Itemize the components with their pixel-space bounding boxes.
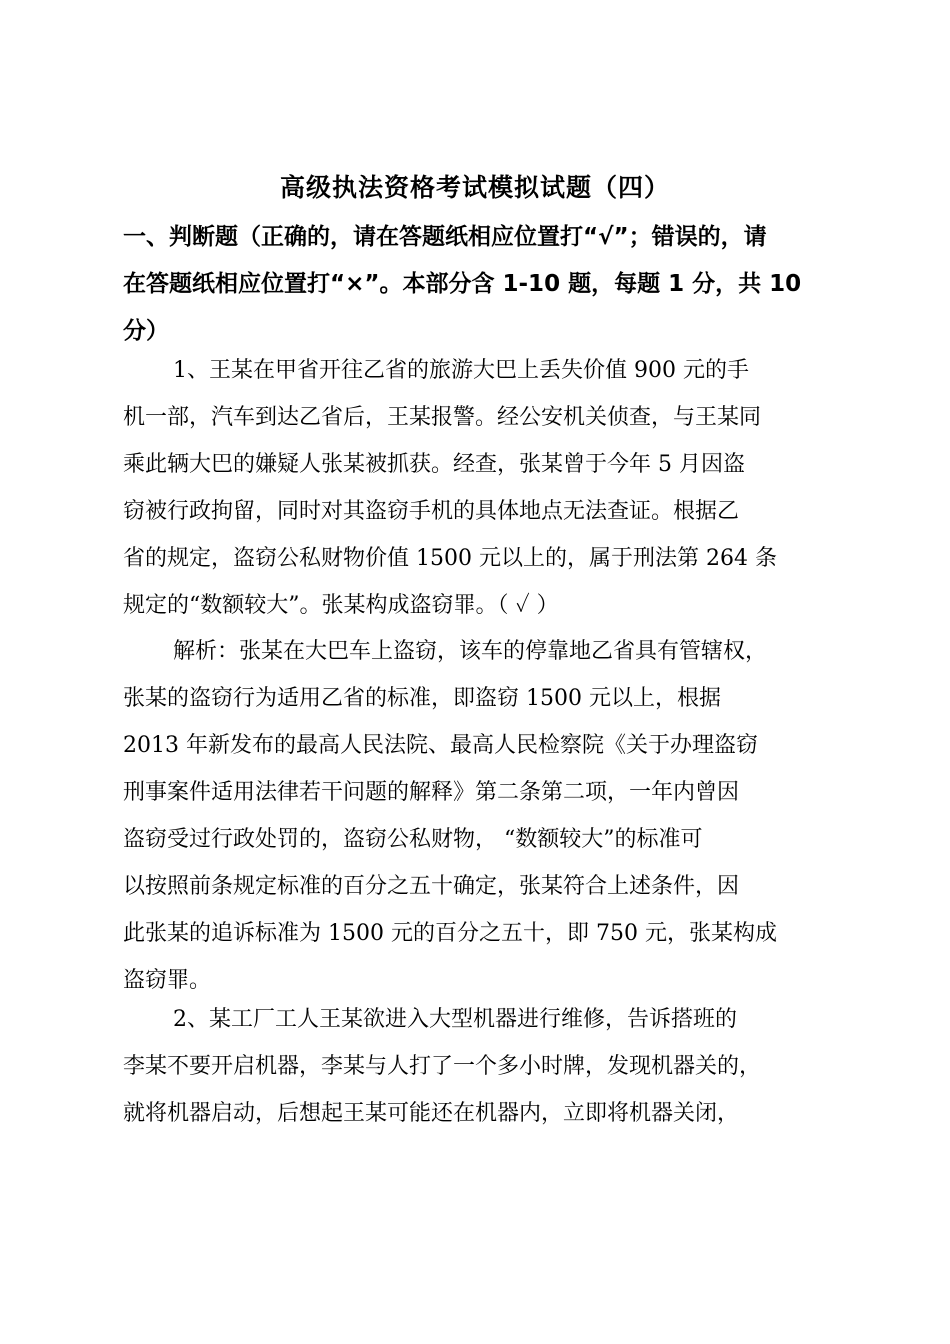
question-1-line: 窃被行政拘留，同时对其盗窃手机的具体地点无法查证。根据乙	[123, 499, 740, 524]
question-2-line: 就将机器启动，后想起王某可能还在机器内，立即将机器关闭，	[123, 1101, 740, 1126]
section-heading-line: 分）	[123, 318, 169, 344]
analysis-1-line: 盗窃罪。	[123, 968, 212, 993]
question-2	[123, 996, 835, 1137]
section-heading-line: 在答题纸相应位置打“×”。本部分含 1-10 题，每题 1 分，共 10	[123, 271, 802, 297]
question-1	[123, 347, 835, 629]
question-1-line: 规定的“数额较大”。张某构成盗窃罪。（ ✓ ）	[123, 593, 559, 618]
question-1-line: 1、王某在甲省开往乙省的旅游大巴上丢失价值 900 元的手	[173, 358, 749, 383]
section-heading-line: 一、判断题（正确的，请在答题纸相应位置打“√”；错误的，请	[123, 224, 767, 250]
analysis-1-line: 以按照前条规定标准的百分之五十确定，张某符合上述条件，因	[123, 874, 740, 899]
analysis-1-line: 张某的盗窃行为适用乙省的标准，即盗窃 1500 元以上，根据	[123, 686, 721, 711]
document-title: 高级执法资格考试模拟试题（四）	[279, 173, 670, 202]
question-2-line: 2、某工厂工人王某欲进入大型机器进行维修，告诉搭班的	[173, 1007, 737, 1032]
analysis-1-line: 此张某的追诉标准为 1500 元的百分之五十，即 750 元，张某构成	[123, 921, 777, 946]
analysis-1-line: 2013 年新发布的最高人民法院、最高人民检察院《关于办理盗窃	[123, 733, 758, 758]
analysis-1-line: 刑事案件适用法律若干问题的解释》第二条第二项，一年内曾因	[123, 780, 740, 805]
question-1-line: 机一部，汽车到达乙省后，王某报警。经公安机关侦查，与王某同	[123, 405, 762, 430]
question-1-line: 省的规定，盗窃公私财物价值 1500 元以上的，属于刑法第 264 条	[123, 546, 777, 571]
analysis-1	[123, 628, 835, 1004]
analysis-1-line: 盗窃受过行政处罚的，盗窃公私财物， “数额较大”的标准可	[123, 827, 703, 852]
question-1-line: 乘此辆大巴的嫌疑人张某被抓获。经查，张某曾于今年 5 月因盗	[123, 452, 745, 477]
question-2-line: 李某不要开启机器，李某与人打了一个多小时牌，发现机器关的，	[123, 1054, 762, 1079]
analysis-1-line: 解析：张某在大巴车上盗窃，该车的停靠地乙省具有管辖权，	[173, 639, 768, 664]
section-heading	[123, 214, 835, 355]
